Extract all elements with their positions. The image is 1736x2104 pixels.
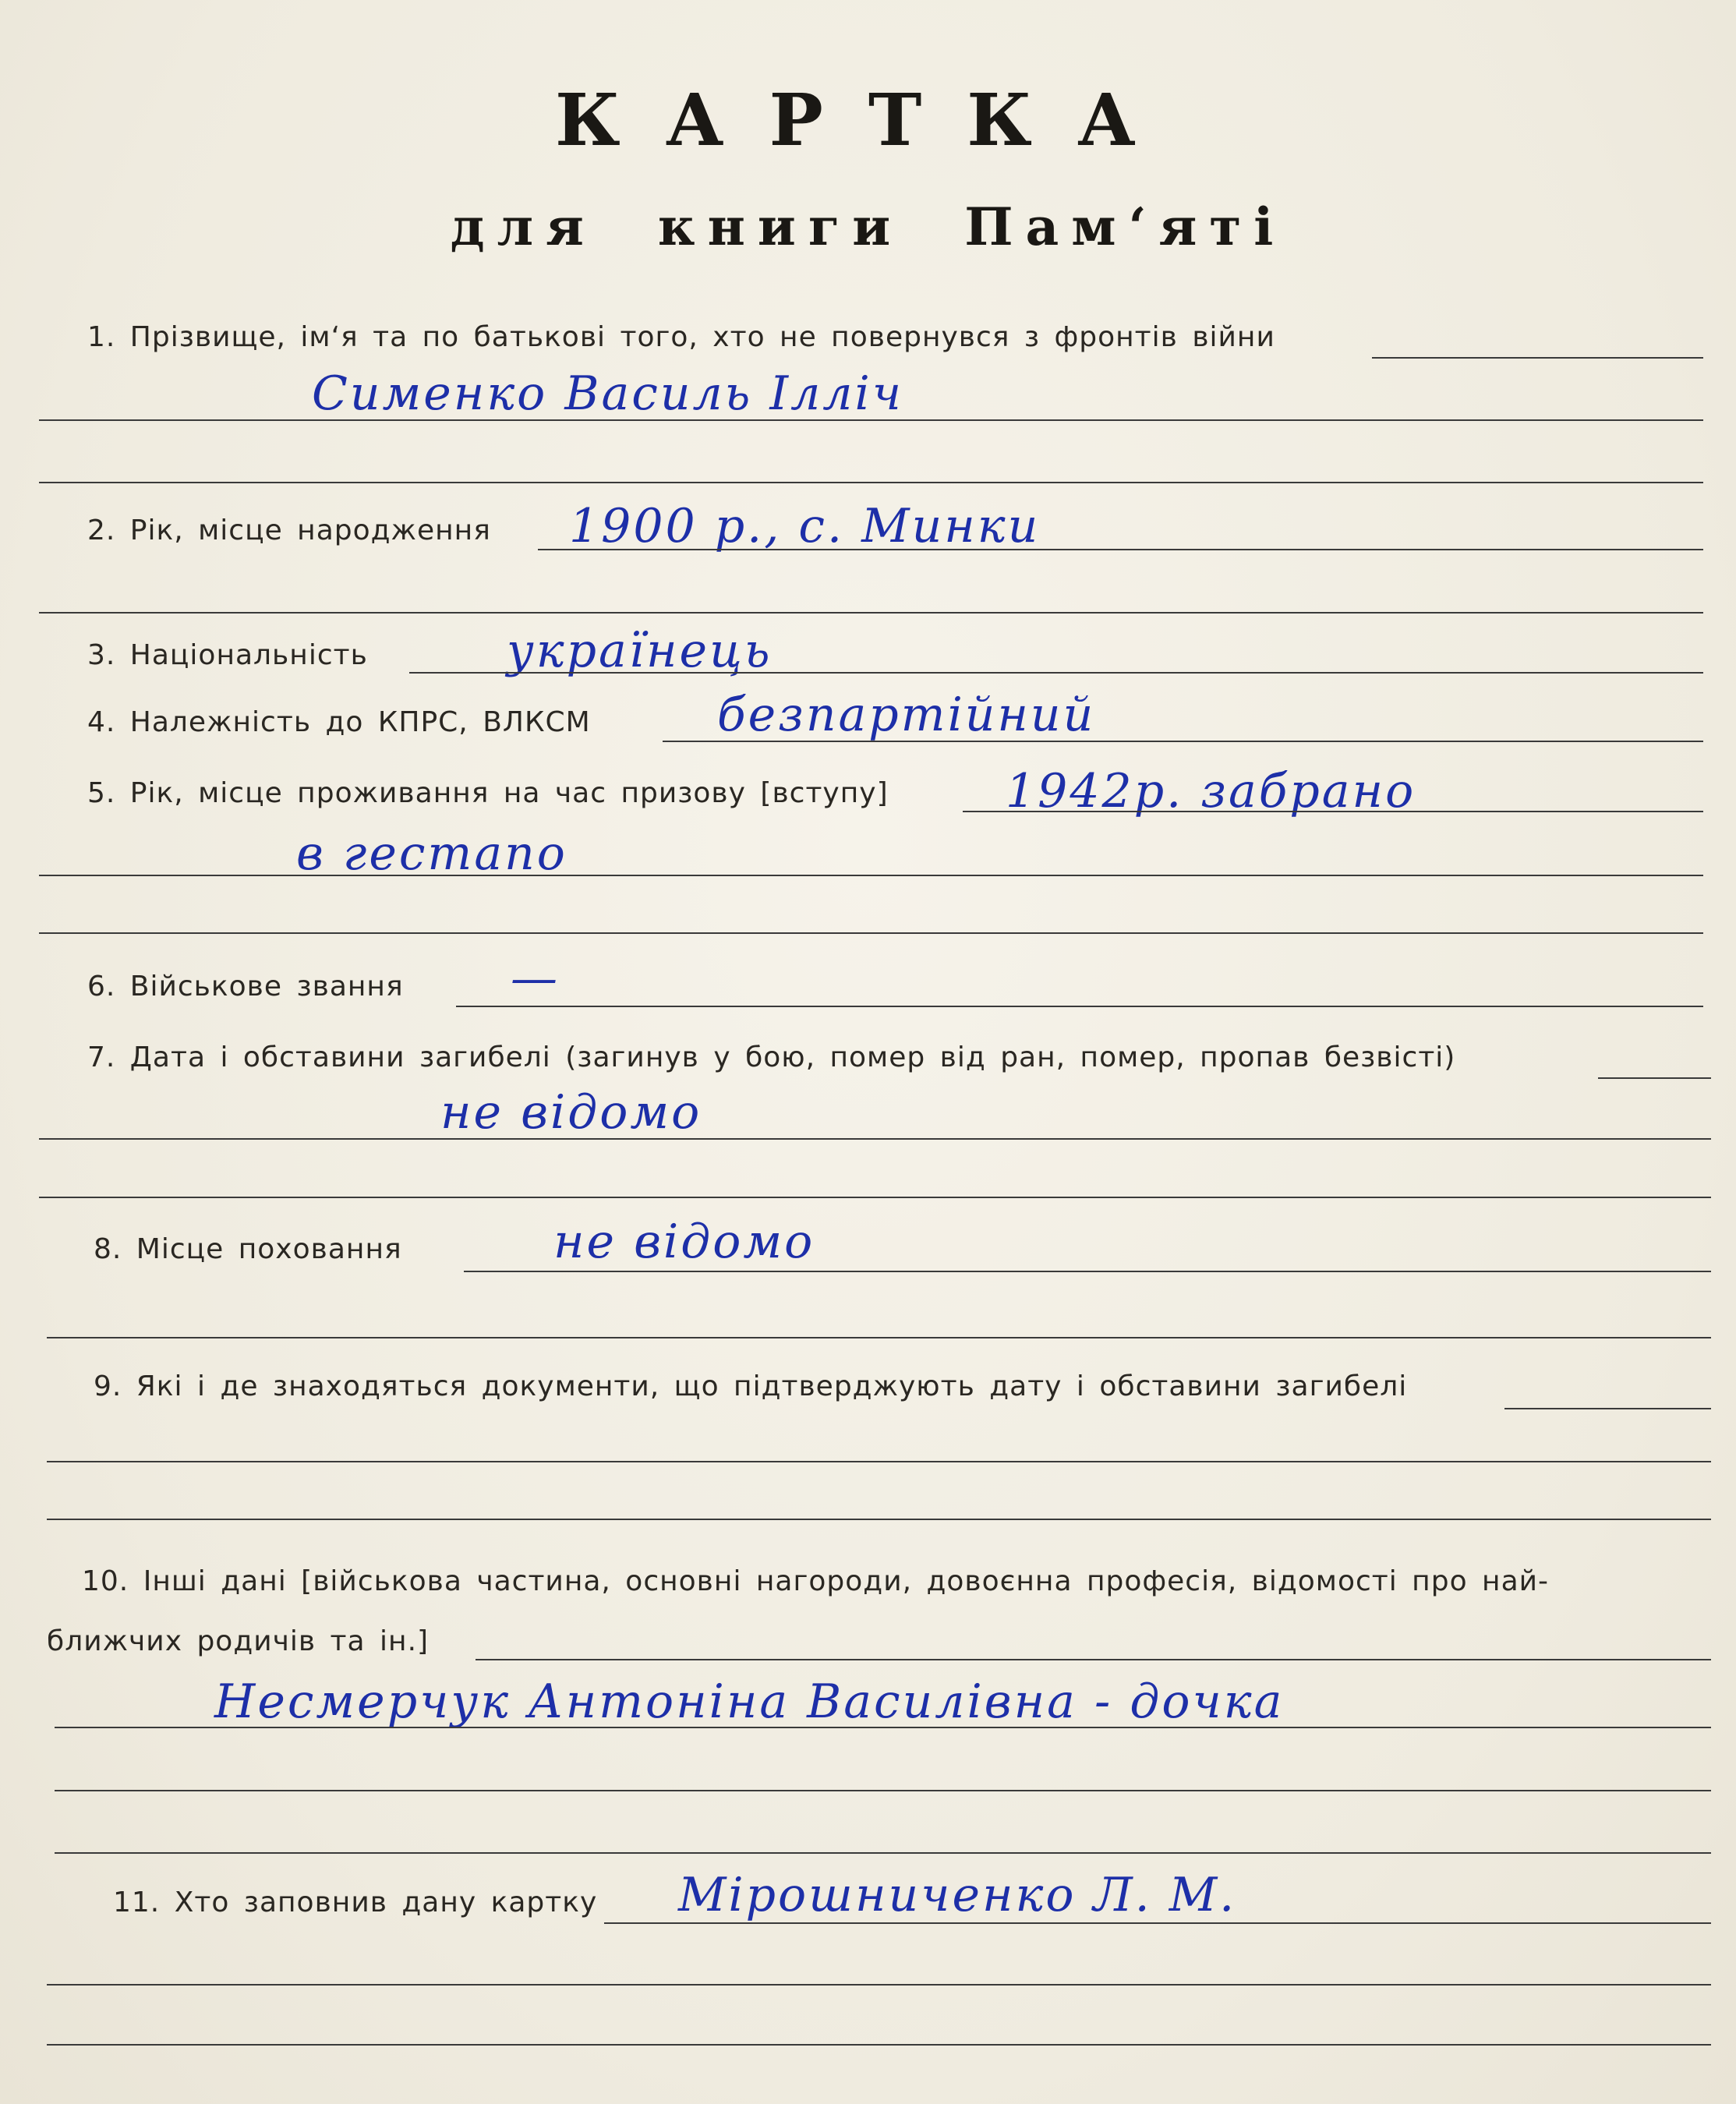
field-3-label: 3. Національність — [87, 639, 368, 671]
field-10-line — [55, 1852, 1711, 1854]
field-5-answer-line1: 1942р. забрано — [1006, 764, 1416, 819]
field-9-label: 9. Які і де знаходяться документи, що підтверджують дату і обставини загибелі — [94, 1370, 1408, 1402]
field-4-answer: безпартійний — [717, 688, 1096, 742]
field-5-label: 5. Рік, місце проживання на час призову [вступу] — [87, 777, 889, 809]
field-2-answer: 1900 р., с. Минки — [569, 499, 1041, 553]
field-2-label: 2. Рік, місце народження — [87, 515, 491, 546]
field-1-answer: Сименко Василь Ілліч — [312, 366, 904, 421]
field-7-line — [39, 1197, 1711, 1198]
field-8-label: 8. Місце поховання — [94, 1233, 402, 1265]
field-5-line — [39, 875, 1703, 876]
field-6-line — [456, 1006, 1703, 1007]
field-2-line — [39, 612, 1703, 614]
field-7-answer: не відомо — [440, 1085, 702, 1140]
field-5-line — [39, 932, 1703, 934]
field-4-line — [663, 741, 1703, 742]
field-6-label: 6. Військове звання — [87, 971, 404, 1002]
field-4-label: 4. Належність до КПРС, ВЛКСМ — [87, 706, 591, 738]
field-10-label-line2: ближчих родичів та ін.] — [47, 1625, 430, 1657]
field-3-line — [409, 672, 1703, 674]
field-3-answer: українець — [507, 624, 773, 678]
field-5-line — [963, 811, 1703, 812]
field-8-line — [464, 1271, 1711, 1272]
field-1-label: 1. Прізвище, ім‘я та по батькові того, хто не повернувся з фронтів війни — [87, 321, 1275, 353]
field-7-label: 7. Дата і обставини загибелі (загинув у бою, помер від ран, помер, пропав безвісті) — [87, 1041, 1456, 1073]
field-8-answer: не відомо — [553, 1215, 815, 1269]
field-10-label-line1: 10. Інші дані [військова частина, основні нагороди, довоєнна професія, відомості про най- — [82, 1565, 1550, 1597]
field-10-answer: Несмерчук Антоніна Василівна - дочка — [214, 1674, 1285, 1729]
field-9-line — [47, 1461, 1711, 1462]
field-1-line — [39, 482, 1703, 483]
field-10-line — [55, 1790, 1711, 1791]
field-1-line — [1372, 357, 1703, 359]
field-9-line — [1504, 1408, 1711, 1409]
card-title: КАРТКА — [555, 78, 1181, 162]
field-2-line — [538, 549, 1703, 550]
field-9-line — [47, 1519, 1711, 1520]
field-11-line — [47, 2044, 1711, 2046]
field-6-answer: — — [511, 951, 560, 1006]
field-8-line — [47, 1337, 1711, 1338]
field-11-line — [604, 1922, 1711, 1924]
field-1-line — [39, 419, 1703, 421]
field-7-line — [1598, 1077, 1711, 1079]
field-5-answer-line2: в гестапо — [296, 826, 567, 881]
field-11-answer: Мірошниченко Л. М. — [678, 1868, 1237, 1922]
field-11-line — [47, 1984, 1711, 1986]
card-subtitle: для книги Пам‘яті — [450, 196, 1286, 257]
field-11-label: 11. Хто заповнив дану картку — [113, 1887, 598, 1918]
field-10-line — [55, 1727, 1711, 1728]
field-7-line — [39, 1138, 1711, 1140]
field-10-line — [476, 1659, 1711, 1660]
